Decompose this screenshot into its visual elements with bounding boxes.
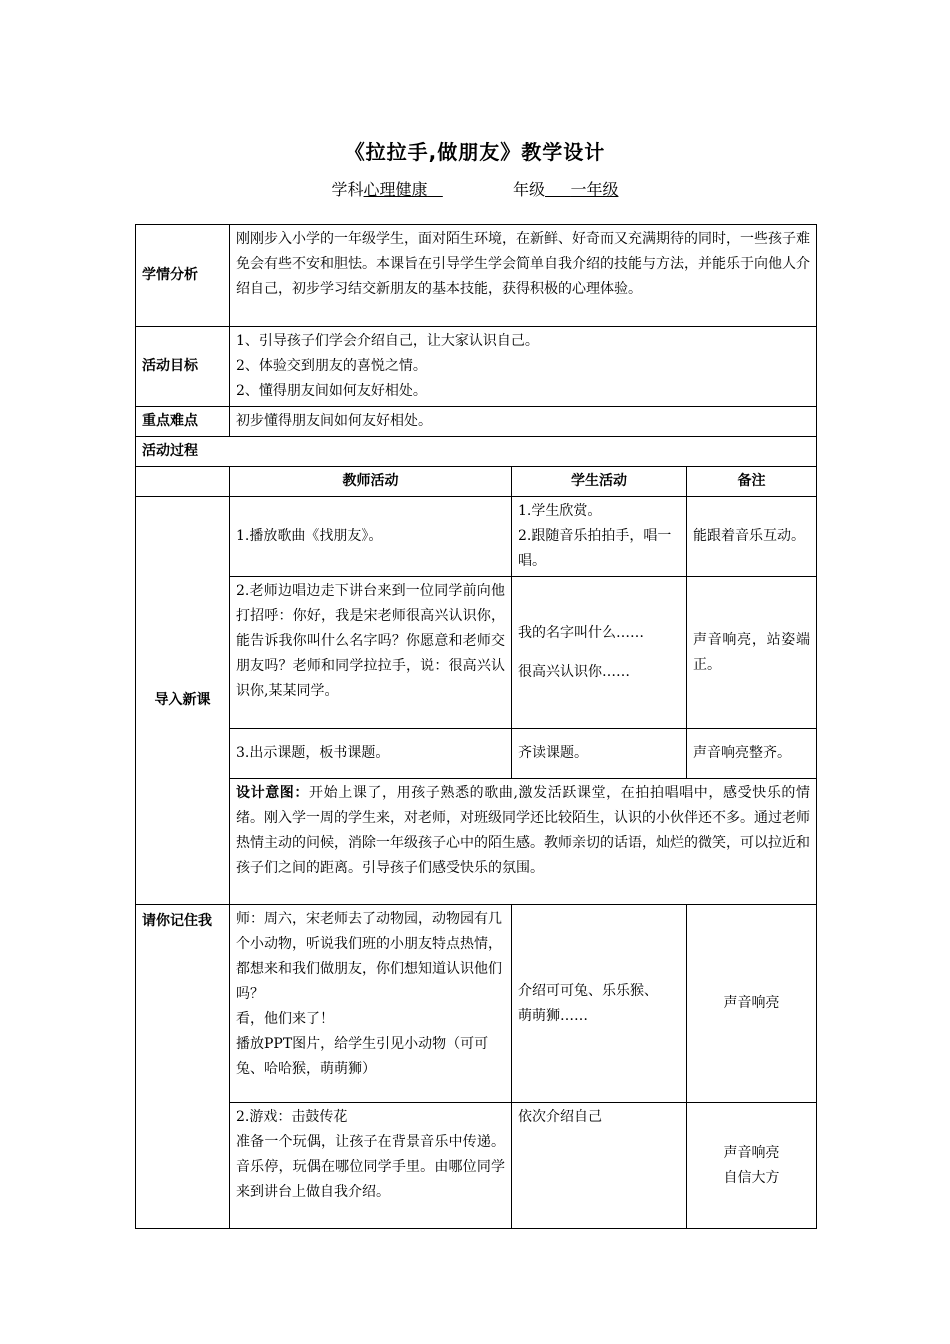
goal-item: 1、引导孩子们学会介绍自己，让大家认识自己。 bbox=[236, 333, 539, 349]
remember-student-1 bbox=[512, 905, 687, 1103]
teacher-line: 准备一个玩偶，让孩子在背景音乐中传递。音乐停，玩偶在哪位同学手里。由哪位同学来到讲台上做自我介绍。 bbox=[236, 1134, 505, 1200]
table-row bbox=[136, 779, 817, 905]
notes-line: 自信大方 bbox=[723, 1169, 780, 1186]
remember-notes-1: 声音响亮 bbox=[687, 905, 817, 1103]
goals-label: 活动目标 bbox=[136, 327, 230, 407]
key-point-text: 初步懂得朋友间如何友好相处。 bbox=[230, 407, 817, 437]
intro-student-3: 齐读课题。 bbox=[512, 729, 687, 779]
teacher-line: 播放PPT图片，给学生引见小动物（可可兔、哈哈猴，萌萌狮） bbox=[236, 1036, 489, 1077]
notes-line: 声音响亮 bbox=[723, 1144, 780, 1161]
remember-teacher-2 bbox=[230, 1103, 512, 1229]
student-line: 1.学生欣赏。 bbox=[518, 503, 602, 519]
remember-section-label: 请你记住我 bbox=[136, 905, 230, 1229]
teacher-line: 师：周六，宋老师去了动物园，动物园有几个小动物，听说我们班的小朋友特点热情，都想来和我们做朋友，你们想知道认识他们吗？ bbox=[236, 911, 502, 1002]
subject-label: 学科 bbox=[331, 180, 364, 199]
intro-teacher-3: 3.出示课题，板书课题。 bbox=[230, 729, 512, 779]
remember-student-2: 依次介绍自己 bbox=[512, 1103, 687, 1229]
student-line: 介绍可可兔、乐乐猴、 bbox=[518, 982, 658, 999]
goal-item: 2、体验交到朋友的喜悦之情。 bbox=[236, 358, 427, 374]
key-point-label: 重点难点 bbox=[136, 407, 230, 437]
table-row bbox=[136, 225, 817, 327]
table-row bbox=[136, 729, 817, 779]
empty-header-cell bbox=[136, 467, 230, 497]
lesson-plan-table bbox=[135, 224, 817, 1229]
table-row bbox=[136, 905, 817, 1103]
subject-value: 心理健康 bbox=[363, 180, 428, 199]
intro-student-2 bbox=[512, 577, 687, 729]
table-row bbox=[136, 497, 817, 577]
design-intent bbox=[230, 779, 817, 905]
design-intent-label: 设计意图： bbox=[236, 785, 310, 801]
subject-grade-line bbox=[0, 177, 950, 200]
student-line: 2.跟随音乐拍拍手，唱一唱。 bbox=[518, 528, 672, 569]
student-line: 我的名字叫什么…… bbox=[518, 624, 644, 641]
table-row bbox=[136, 577, 817, 729]
teacher-line: 2.游戏：击鼓传花 bbox=[236, 1109, 348, 1125]
design-intent-text: 开始上课了，用孩子熟悉的歌曲,激发活跃课堂，在拍拍唱唱中，感受快乐的情绪。刚入学一周的学生来，对老师，对班级同学还比较陌生，认识的小伙伴还不多。通过老师热情主动的问候，消除一年级孩子心中的陌生感。教师亲切的话语，灿烂的微笑，可以拉近和孩子们之间的距离。引导孩子们感受快乐的氛围。 bbox=[236, 785, 811, 876]
grade-label: 年级 bbox=[513, 180, 546, 199]
intro-section-label: 导入新课 bbox=[136, 497, 230, 905]
student-column-header: 学生活动 bbox=[512, 467, 687, 497]
table-row bbox=[136, 407, 817, 437]
teacher-column-header: 教师活动 bbox=[230, 467, 512, 497]
student-line: 很高兴认识你…… bbox=[518, 663, 630, 680]
table-row bbox=[136, 437, 817, 467]
goal-item: 2、懂得朋友间如何友好相处。 bbox=[236, 383, 427, 399]
intro-notes-3: 声音响亮整齐。 bbox=[687, 729, 817, 779]
intro-notes-2: 声音响亮，站姿端正。 bbox=[687, 577, 817, 729]
intro-teacher-1: 1.播放歌曲《找朋友》。 bbox=[230, 497, 512, 577]
intro-notes-1: 能跟着音乐互动。 bbox=[687, 497, 817, 577]
document-title: 《拉拉手,做朋友》教学设计 bbox=[344, 140, 606, 164]
intro-student-1 bbox=[512, 497, 687, 577]
remember-teacher-1 bbox=[230, 905, 512, 1103]
grade-value: 一年级 bbox=[570, 180, 619, 199]
analysis-text: 刚刚步入小学的一年级学生，面对陌生环境，在新鲜、好奇而又充满期待的同时，一些孩子难免会有些不安和胆怯。本课旨在引导学生学会简单自我介绍的技能与方法，并能乐于向他人介绍自己，初步学习结交新朋友的基本技能，获得积极的心理体验。 bbox=[230, 225, 817, 327]
column-header-row bbox=[136, 467, 817, 497]
goals-list bbox=[230, 327, 817, 407]
process-label: 活动过程 bbox=[136, 437, 817, 467]
student-line: 萌萌狮…… bbox=[518, 1007, 588, 1024]
table-row bbox=[136, 327, 817, 407]
remember-notes-2 bbox=[687, 1103, 817, 1229]
analysis-label: 学情分析 bbox=[136, 225, 230, 327]
teacher-line: 看，他们来了！ bbox=[236, 1011, 334, 1027]
notes-column-header: 备注 bbox=[687, 467, 817, 497]
table-row bbox=[136, 1103, 817, 1229]
intro-teacher-2: 2.老师边唱边走下讲台来到一位同学前向他打招呼：你好，我是宋老师很高兴认识你，能告诉我你叫什么名字吗？你愿意和老师交朋友吗？老师和同学拉拉手，说：很高兴认识你,某某同学。 bbox=[230, 577, 512, 729]
